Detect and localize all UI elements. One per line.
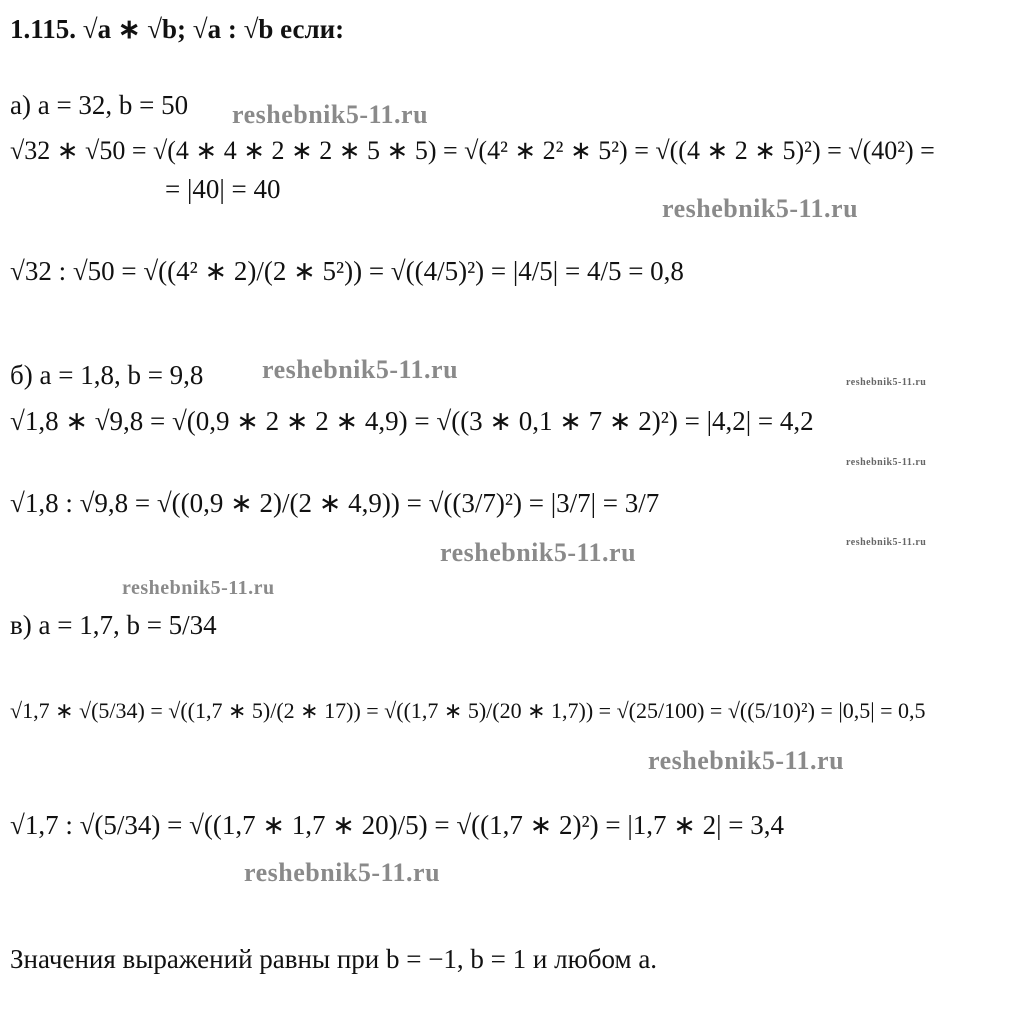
watermark: reshebnik5-11.ru: [244, 858, 441, 887]
part-a-condition: а) a = 32, b = 50: [10, 90, 189, 120]
part-c-quotient-line: √1,7 : √(5/34) = √((1,7 ∗ 1,7 ∗ 20)/5) = √((1,7 ∗ 2)²) = |1,7 ∗ 2| = 3,4: [10, 810, 784, 840]
watermark: reshebnik5-11.ru: [846, 377, 927, 388]
watermark: reshebnik5-11.ru: [648, 746, 845, 775]
watermark: reshebnik5-11.ru: [662, 194, 859, 223]
part-a-quotient-line: √32 : √50 = √((4² ∗ 2)/(2 ∗ 5²)) = √((4/5)²) = |4/5| = 4/5 = 0,8: [10, 256, 684, 286]
watermark: reshebnik5-11.ru: [846, 457, 927, 468]
part-c-product-line: √1,7 ∗ √(5/34) = √((1,7 ∗ 5)/(2 ∗ 17)) = √((1,7 ∗ 5)/(20 ∗ 1,7)) = √(25/100) = √((5/10)²) = |0,5| = 0,5: [10, 698, 926, 723]
watermark: reshebnik5-11.ru: [232, 100, 429, 129]
part-a-product-line: √32 ∗ √50 = √(4 ∗ 4 ∗ 2 ∗ 2 ∗ 5 ∗ 5) = √(4² ∗ 2² ∗ 5²) = √((4 ∗ 2 ∗ 5)²) = √(40²) =: [10, 136, 935, 165]
conclusion: Значения выражений равны при b = −1, b = 1 и любом a.: [10, 944, 658, 974]
part-b-quotient-line: √1,8 : √9,8 = √((0,9 ∗ 2)/(2 ∗ 4,9)) = √((3/7)²) = |3/7| = 3/7: [10, 488, 660, 518]
watermark: reshebnik5-11.ru: [262, 355, 459, 384]
watermark: reshebnik5-11.ru: [846, 537, 927, 548]
part-b-product-line: √1,8 ∗ √9,8 = √(0,9 ∗ 2 ∗ 2 ∗ 4,9) = √((3 ∗ 0,1 ∗ 7 ∗ 2)²) = |4,2| = 4,2: [10, 406, 814, 436]
problem-header: 1.115. √a ∗ √b; √a : √b если:: [10, 14, 345, 44]
part-c-condition: в) a = 1,7, b = 5/34: [10, 610, 217, 640]
part-b-condition: б) a = 1,8, b = 9,8: [10, 360, 204, 390]
watermark: reshebnik5-11.ru: [122, 577, 275, 599]
part-a-product-result: = |40| = 40: [165, 174, 281, 204]
watermark: reshebnik5-11.ru: [440, 538, 637, 567]
